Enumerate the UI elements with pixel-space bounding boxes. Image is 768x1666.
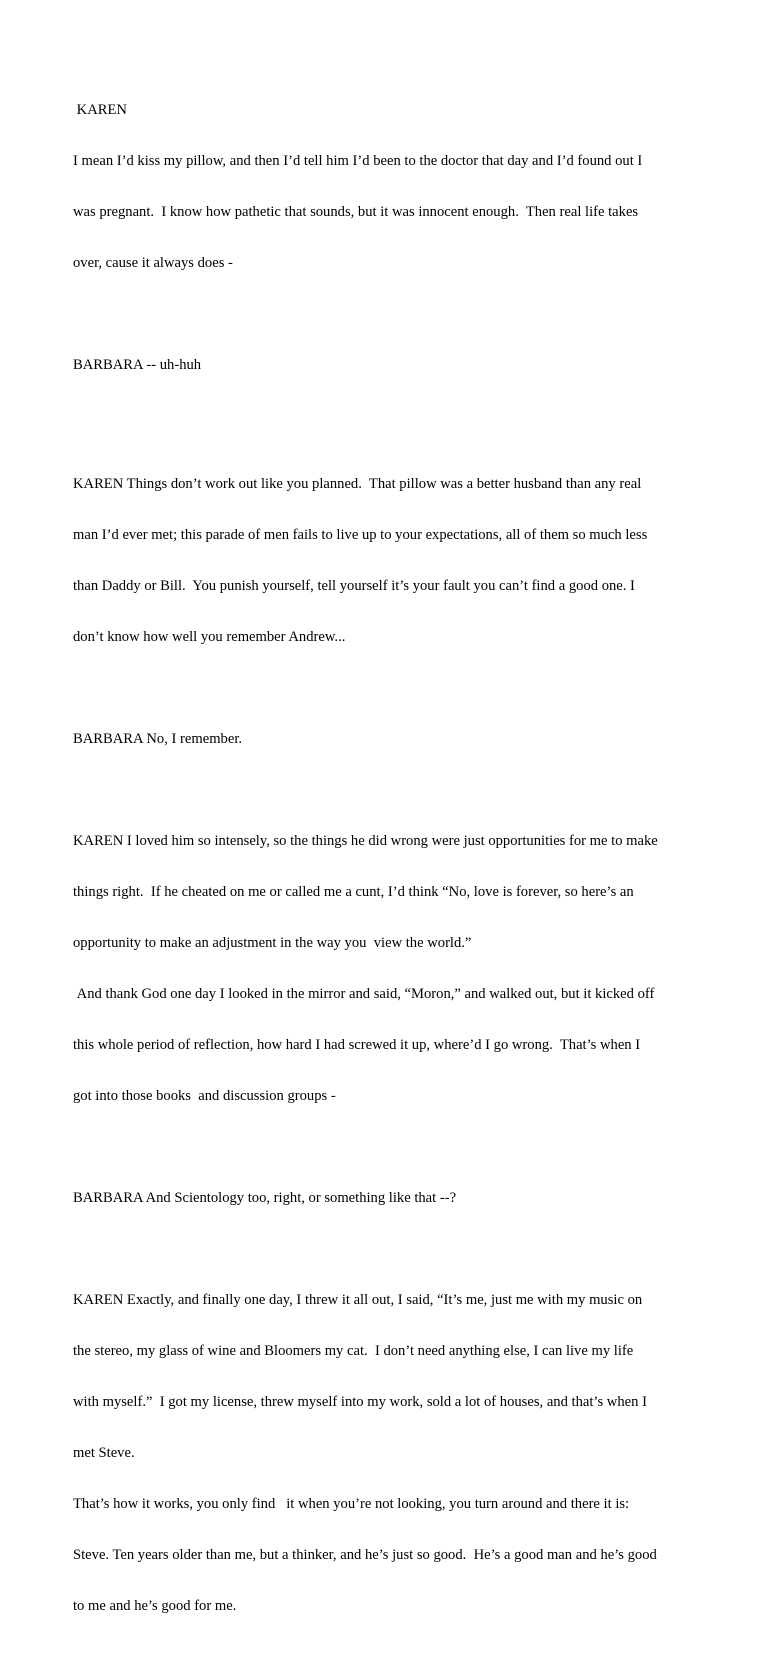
text-line: this whole period of reflection, how hard I had screwed it up, where’d I go wrong. That’s when I xyxy=(73,1037,641,1053)
text-line: got into those books and discussion groups - xyxy=(73,1088,336,1104)
text-line: than Daddy or Bill. You punish yourself, tell yourself it’s your fault you can’t find a good one. I xyxy=(73,578,635,594)
text-line: And thank God one day I looked in the mirror and said, “Moron,” and walked out, but it kicked off xyxy=(73,986,655,1002)
text-line: BARBARA No, I remember. xyxy=(73,731,243,747)
text-line: to me and he’s good for me. xyxy=(73,1598,237,1614)
text-line: met Steve. xyxy=(73,1445,135,1461)
text-line: the stereo, my glass of wine and Bloomers my cat. I don’t need anything else, I can live my life xyxy=(73,1343,634,1359)
paragraph-karen-steve xyxy=(73,1258,703,1649)
text-line: That’s how it works, you only find it when you’re not looking, you turn around and there it is: xyxy=(73,1496,630,1512)
text-line: over, cause it always does - xyxy=(73,255,233,271)
paragraph-barbara-remember xyxy=(73,697,703,782)
paragraph-karen-planned xyxy=(73,442,703,680)
text-line: Steve. Ten years older than me, but a thinker, and he’s just so good. He’s a good man and he’s good xyxy=(73,1547,657,1563)
text-line: I mean I’d kiss my pillow, and then I’d tell him I’d been to the doctor that day and I’d found out I xyxy=(73,153,643,169)
text-line: KAREN I loved him so intensely, so the things he did wrong were just opportunities for me to make xyxy=(73,833,658,849)
paragraph-karen-pillow xyxy=(73,68,703,306)
text-line: with myself.” I got my license, threw myself into my work, sold a lot of houses, and that’s when I xyxy=(73,1394,647,1410)
paragraph-barbara-uh-huh xyxy=(73,323,703,408)
text-line: was pregnant. I know how pathetic that sounds, but it was innocent enough. Then real life takes xyxy=(73,204,639,220)
text-line: things right. If he cheated on me or called me a cunt, I’d think “No, love is forever, so here’s an xyxy=(73,884,634,900)
text-line: KAREN Exactly, and finally one day, I threw it all out, I said, “It’s me, just me with my music on xyxy=(73,1292,643,1308)
script-page xyxy=(73,68,703,1666)
text-line: BARBARA -- uh-huh xyxy=(73,357,202,373)
text-line: don’t know how well you remember Andrew... xyxy=(73,629,346,645)
text-line: man I’d ever met; this parade of men fails to live up to your expectations, all of them so much less xyxy=(73,527,648,543)
text-line: BARBARA And Scientology too, right, or something like that --? xyxy=(73,1190,457,1206)
paragraph-barbara-scientology xyxy=(73,1156,703,1241)
text-line: KAREN Things don’t work out like you planned. That pillow was a better husband than any real xyxy=(73,476,642,492)
text-line: opportunity to make an adjustment in the way you view the world.” xyxy=(73,935,472,951)
text-line: KAREN xyxy=(73,102,127,118)
paragraph-karen-loved-him xyxy=(73,799,703,1139)
